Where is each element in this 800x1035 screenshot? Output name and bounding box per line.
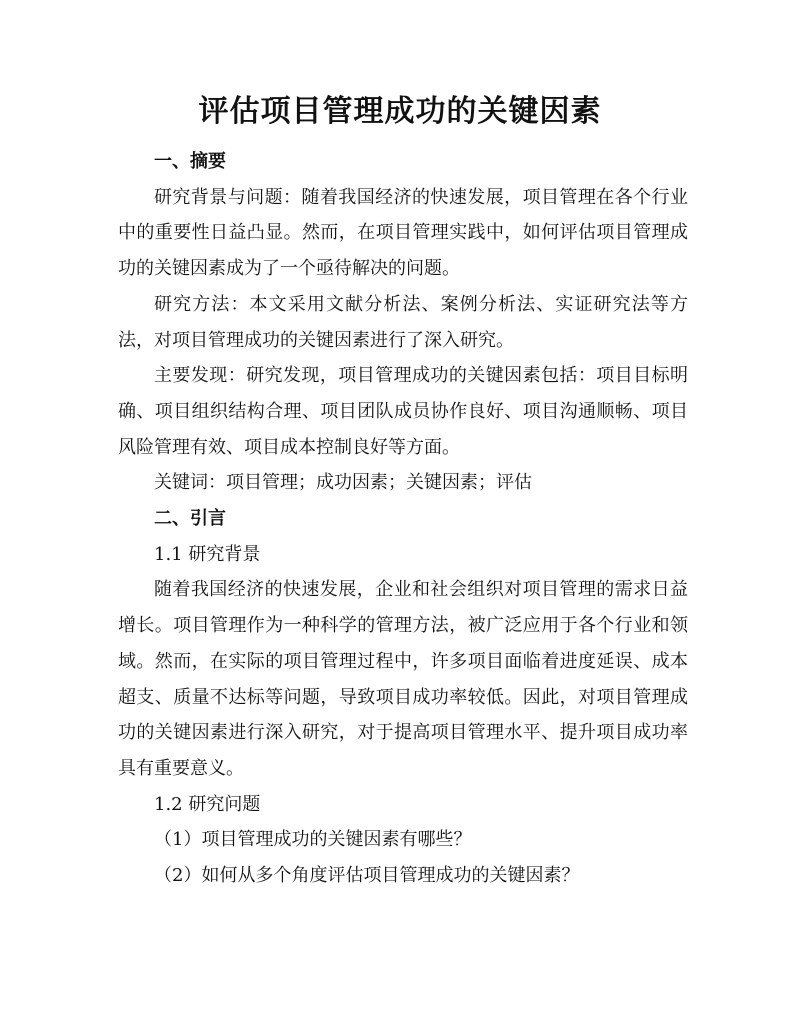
research-question-1: （1）项目管理成功的关键因素有哪些？ bbox=[154, 829, 472, 851]
abstract-findings-paragraph: 主要发现：研究发现，项目管理成功的关键因素包括：项目目标明确、项目组织结构合理、项目团队成员协作良好、项目沟通顺畅、项目风险管理有效、项目成本控制良好等方面。 bbox=[118, 365, 688, 458]
research-question-2: （2）如何从多个角度评估项目管理成功的关键因素？ bbox=[154, 865, 580, 887]
subsection-title-research-background: 1.1 研究背景 bbox=[154, 543, 261, 565]
document-body bbox=[118, 144, 688, 894]
document-title: 评估项目管理成功的关键因素 bbox=[198, 94, 602, 129]
abstract-methods-paragraph: 研究方法：本文采用文献分析法、案例分析法、实证研究法等方法，对项目管理成功的关键因素进行了深入研究。 bbox=[118, 293, 688, 351]
section-heading-abstract: 一、摘要 bbox=[154, 151, 226, 172]
subsection-title-research-questions: 1.2 研究问题 bbox=[154, 793, 261, 815]
research-background-paragraph: 随着我国经济的快速发展，企业和社会组织对项目管理的需求日益增长。项目管理作为一种科学的管理方法，被广泛应用于各个行业和领域。然而，在实际的项目管理过程中，许多项目面临着进度延误、成本超支、质量不达标等问题，导致项目成功率较低。因此，对项目管理成功的关键因素进行深入研究，对于提高项目管理水平、提升项目成功率具有重要意义。 bbox=[118, 579, 688, 779]
abstract-background-paragraph: 研究背景与问题：随着我国经济的快速发展，项目管理在各个行业中的重要性日益凸显。然而，在项目管理实践中，如何评估项目管理成功的关键因素成为了一个亟待解决的问题。 bbox=[118, 186, 688, 280]
abstract-keywords: 关键词：项目管理；成功因素；关键因素；评估 bbox=[154, 472, 532, 494]
section-heading-introduction: 二、引言 bbox=[154, 508, 226, 530]
